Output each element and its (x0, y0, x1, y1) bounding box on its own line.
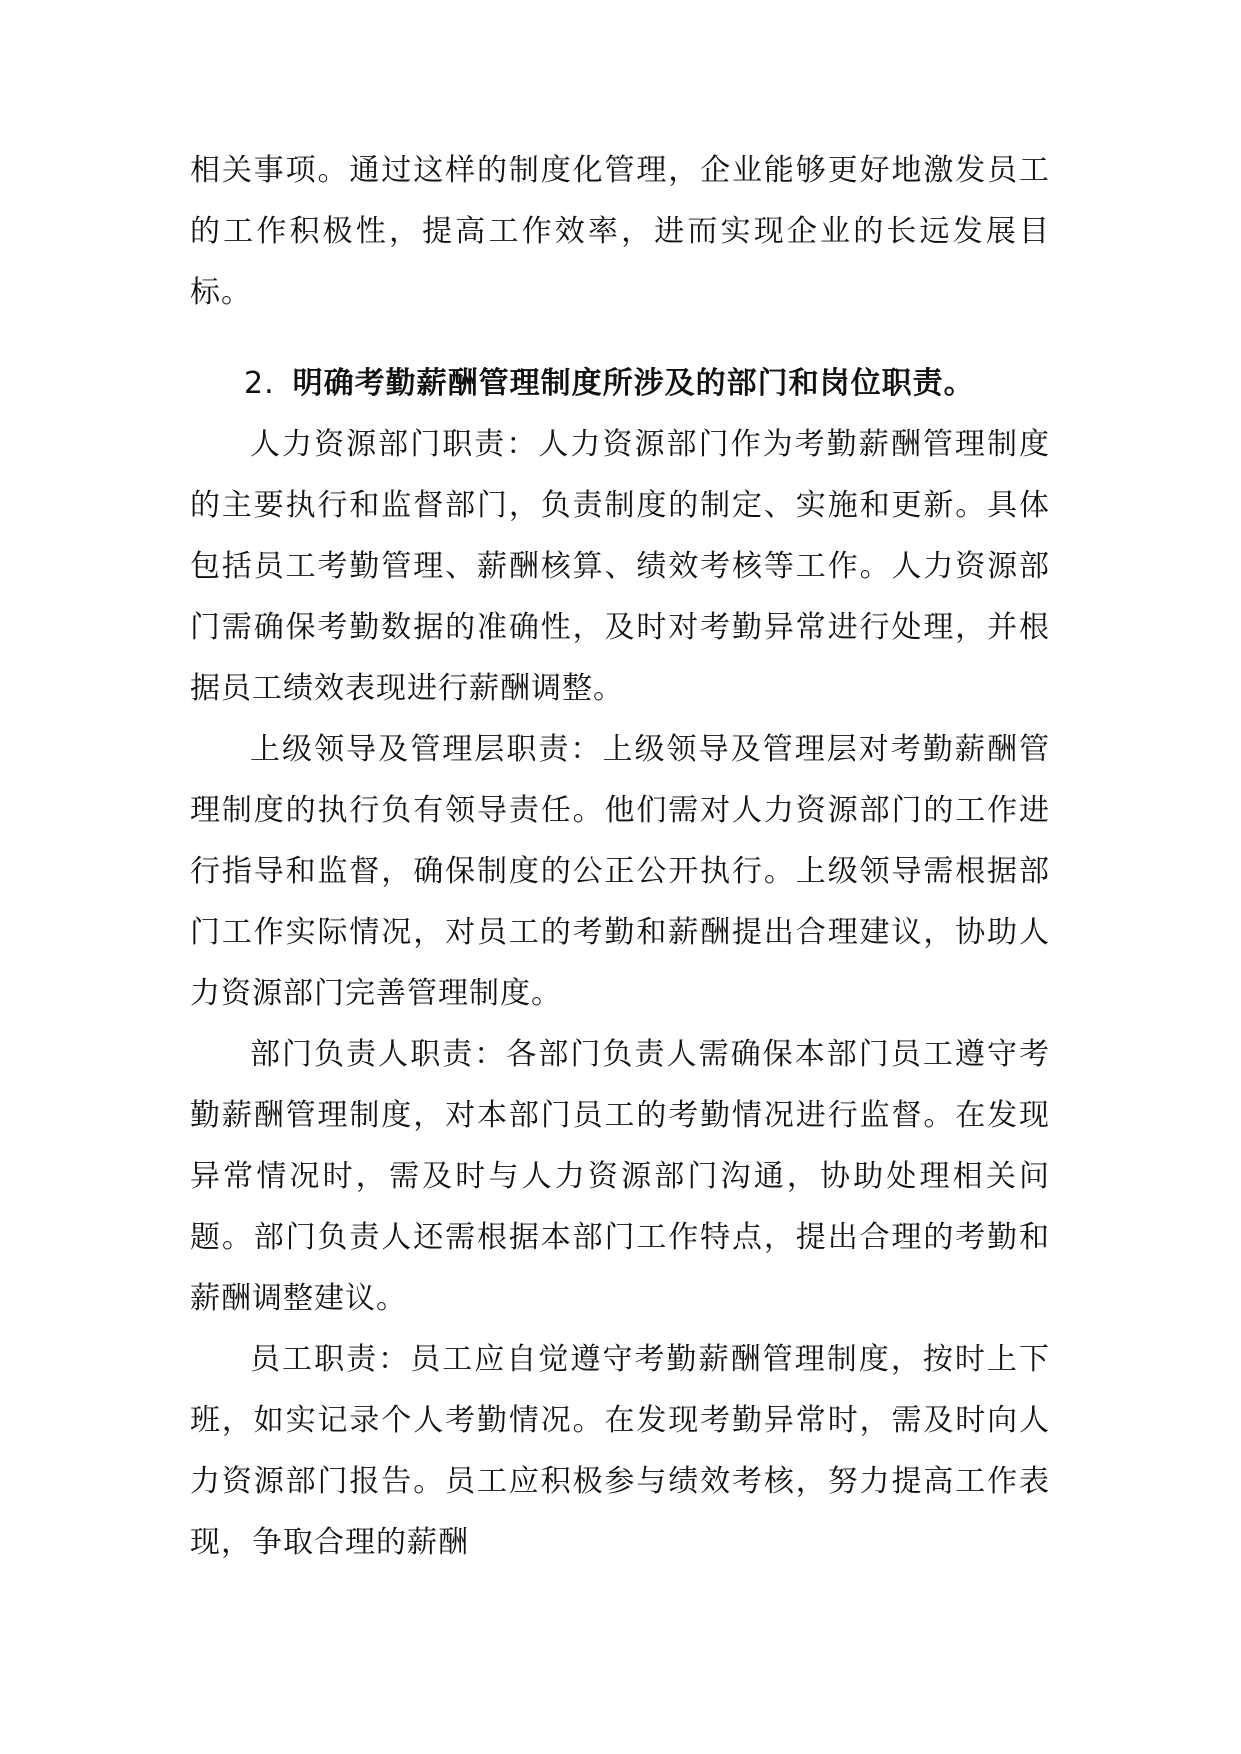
section-number: 2. (244, 366, 275, 401)
paragraph-hr-duties: 人力资源部门职责：人力资源部门作为考勤薪酬管理制度的主要执行和监督部门，负责制度的制定、实施和更新。具体包括员工考勤管理、薪酬核算、绩效考核等工作。人力资源部门需确保考勤数据的准确性，及时对考勤异常进行处理，并根据员工绩效表现进行薪酬调整。 (190, 427, 1050, 706)
paragraph-management-duties: 上级领导及管理层职责：上级领导及管理层对考勤薪酬管理制度的执行负有领导责任。他们需对人力资源部门的工作进行指导和监督，确保制度的公正公开执行。上级领导需根据部门工作实际情况，对员工的考勤和薪酬提出合理建议，协助人力资源部门完善管理制度。 (190, 732, 1050, 1011)
section-heading (190, 353, 1050, 414)
paragraph-department-head-duties: 部门负责人职责：各部门负责人需确保本部门员工遵守考勤薪酬管理制度，对本部门员工的考勤情况进行监督。在发现异常情况时，需及时与人力资源部门沟通，协助处理相关问题。部门负责人还需根据本部门工作特点，提出合理的考勤和薪酬调整建议。 (190, 1037, 1050, 1316)
section-heading-text: 明确考勤薪酬管理制度所涉及的部门和岗位职责。 (292, 366, 975, 401)
section-spacer (190, 323, 1050, 353)
document-body (190, 140, 1050, 1573)
paragraph-employee-duties: 员工职责：员工应自觉遵守考勤薪酬管理制度，按时上下班，如实记录个人考勤情况。在发现考勤异常时，需及时向人力资源部门报告。员工应积极参与绩效考核，努力提高工作表现，争取合理的薪酬 (190, 1342, 1050, 1560)
intro-paragraph: 相关事项。通过这样的制度化管理，企业能够更好地激发员工的工作积极性，提高工作效率，进而实现企业的长远发展目标。 (190, 153, 1050, 310)
